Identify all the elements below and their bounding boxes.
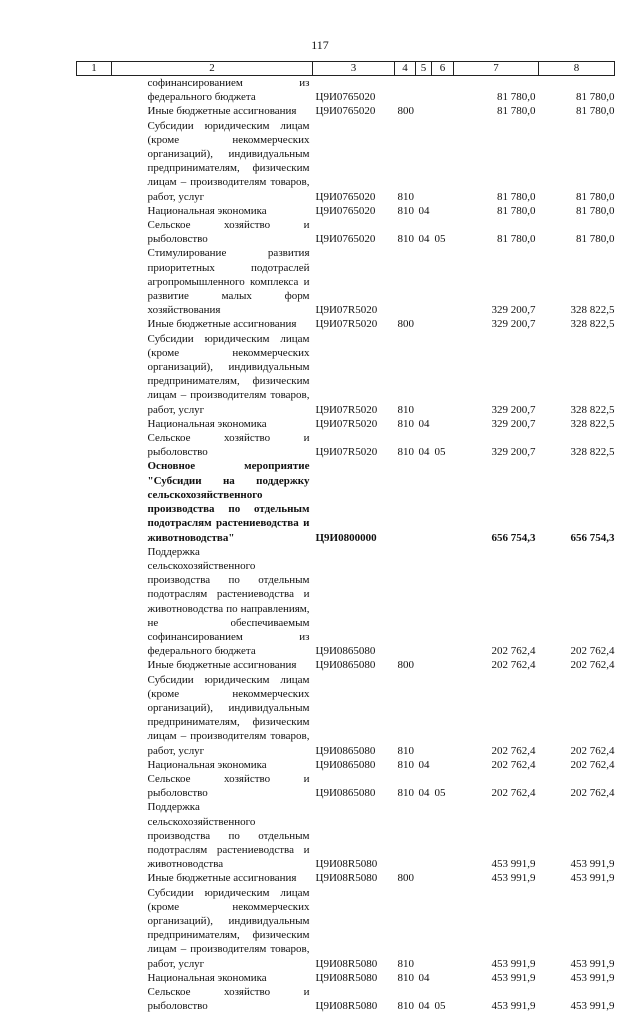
table-row <box>77 800 615 871</box>
row-section <box>416 673 432 758</box>
row-number-cell <box>77 332 112 417</box>
row-amount-col7: 329 200,7 <box>454 246 539 317</box>
row-subsection <box>432 119 454 204</box>
row-name: Иные бюджетные ассигнования <box>112 317 313 331</box>
row-amount-col7: 329 200,7 <box>454 417 539 431</box>
row-code: Ц9И0765020 <box>313 218 395 246</box>
row-expense-type: 810 <box>395 673 416 758</box>
row-name: Стимулирование развития приоритетных подотраслей агропромышленного комплекса и развитие малых форм хозяйствования <box>112 246 313 317</box>
row-amount-col7: 81 780,0 <box>454 104 539 118</box>
row-name: Поддержка сельскохозяйственного производства по отдельным подотраслям растениеводства и животноводства <box>112 800 313 871</box>
row-name: Иные бюджетные ассигнования <box>112 104 313 118</box>
row-expense-type: 800 <box>395 104 416 118</box>
row-amount-col8: 81 780,0 <box>539 76 615 105</box>
row-number-cell <box>77 886 112 971</box>
row-name: Иные бюджетные ассигнования <box>112 871 313 885</box>
row-section <box>416 658 432 672</box>
row-subsection <box>432 658 454 672</box>
table-header <box>77 62 615 76</box>
row-code: Ц9И08R5080 <box>313 971 395 985</box>
row-expense-type: 810 <box>395 204 416 218</box>
table-row <box>77 317 615 331</box>
row-amount-col8: 453 991,9 <box>539 985 615 1013</box>
column-header: 2 <box>112 62 313 76</box>
row-code: Ц9И07R5020 <box>313 317 395 331</box>
row-name: Национальная экономика <box>112 417 313 431</box>
row-expense-type: 810 <box>395 218 416 246</box>
row-name: Субсидии юридическим лицам (кроме некоммерческих организаций), индивидуальным предпринимателям, физическим лицам – производителям товаров, работ, услуг <box>112 673 313 758</box>
row-name: Сельское хозяйство и рыболовство <box>112 431 313 459</box>
row-code: Ц9И0865080 <box>313 673 395 758</box>
budget-table <box>76 61 615 1013</box>
row-name: софинансированием из федерального бюджета <box>112 76 313 105</box>
row-name: Сельское хозяйство и рыболовство <box>112 985 313 1013</box>
row-code: Ц9И0765020 <box>313 104 395 118</box>
row-number-cell <box>77 772 112 800</box>
row-amount-col8: 202 762,4 <box>539 658 615 672</box>
row-section <box>416 246 432 317</box>
column-header: 4 <box>395 62 416 76</box>
table-row <box>77 431 615 459</box>
row-number-cell <box>77 971 112 985</box>
row-section <box>416 332 432 417</box>
column-header: 1 <box>77 62 112 76</box>
row-expense-type: 810 <box>395 772 416 800</box>
row-number-cell <box>77 431 112 459</box>
row-name: Основное мероприятие "Субсидии на поддержку сельскохозяйственного производства по отдельным подотраслям растениеводства и животноводства" <box>112 459 313 544</box>
table-row <box>77 985 615 1013</box>
row-name: Субсидии юридическим лицам (кроме некоммерческих организаций), индивидуальным предпринимателям, физическим лицам – производителям товаров, работ, услуг <box>112 119 313 204</box>
row-code: Ц9И0765020 <box>313 76 395 105</box>
row-name: Национальная экономика <box>112 758 313 772</box>
table-row <box>77 417 615 431</box>
row-expense-type: 800 <box>395 658 416 672</box>
row-code: Ц9И0865080 <box>313 758 395 772</box>
row-expense-type: 810 <box>395 431 416 459</box>
row-code: Ц9И0865080 <box>313 545 395 659</box>
row-amount-col8: 202 762,4 <box>539 772 615 800</box>
row-code: Ц9И08R5080 <box>313 886 395 971</box>
row-amount-col8: 328 822,5 <box>539 246 615 317</box>
row-amount-col7: 453 991,9 <box>454 800 539 871</box>
row-section: 04 <box>416 218 432 246</box>
row-section: 04 <box>416 431 432 459</box>
row-code: Ц9И07R5020 <box>313 417 395 431</box>
row-amount-col8: 328 822,5 <box>539 417 615 431</box>
row-code: Ц9И0765020 <box>313 119 395 204</box>
row-subsection <box>432 76 454 105</box>
row-code: Ц9И0865080 <box>313 772 395 800</box>
row-section <box>416 119 432 204</box>
row-number-cell <box>77 218 112 246</box>
row-expense-type: 810 <box>395 332 416 417</box>
row-section <box>416 545 432 659</box>
row-subsection <box>432 673 454 758</box>
table-row <box>77 886 615 971</box>
page-number: 117 <box>0 38 640 53</box>
table-row <box>77 971 615 985</box>
row-amount-col7: 202 762,4 <box>454 545 539 659</box>
row-expense-type: 810 <box>395 971 416 985</box>
row-expense-type <box>395 459 416 544</box>
row-code: Ц9И0800000 <box>313 459 395 544</box>
row-amount-col7: 453 991,9 <box>454 871 539 885</box>
row-amount-col8: 453 991,9 <box>539 871 615 885</box>
row-code: Ц9И08R5080 <box>313 985 395 1013</box>
row-section: 04 <box>416 758 432 772</box>
row-subsection <box>432 871 454 885</box>
row-section <box>416 886 432 971</box>
column-header: 8 <box>539 62 615 76</box>
row-code: Ц9И08R5080 <box>313 800 395 871</box>
row-name: Субсидии юридическим лицам (кроме некоммерческих организаций), индивидуальным предпринимателям, физическим лицам – производителям товаров, работ, услуг <box>112 886 313 971</box>
row-amount-col7: 329 200,7 <box>454 332 539 417</box>
row-section: 04 <box>416 971 432 985</box>
row-amount-col7: 81 780,0 <box>454 204 539 218</box>
table-row <box>77 218 615 246</box>
row-expense-type <box>395 545 416 659</box>
row-section <box>416 317 432 331</box>
row-subsection: 05 <box>432 985 454 1013</box>
row-subsection: 05 <box>432 772 454 800</box>
table-row <box>77 772 615 800</box>
row-expense-type: 810 <box>395 985 416 1013</box>
row-code: Ц9И08R5080 <box>313 871 395 885</box>
row-amount-col7: 453 991,9 <box>454 971 539 985</box>
row-amount-col7: 202 762,4 <box>454 673 539 758</box>
row-number-cell <box>77 758 112 772</box>
row-code: Ц9И07R5020 <box>313 246 395 317</box>
row-amount-col8: 81 780,0 <box>539 104 615 118</box>
row-expense-type: 800 <box>395 871 416 885</box>
row-name: Сельское хозяйство и рыболовство <box>112 218 313 246</box>
row-name: Субсидии юридическим лицам (кроме некоммерческих организаций), индивидуальным предпринимателям, физическим лицам – производителям товаров, работ, услуг <box>112 332 313 417</box>
table-row <box>77 204 615 218</box>
row-subsection <box>432 104 454 118</box>
table-body <box>77 76 615 1013</box>
row-section <box>416 871 432 885</box>
row-amount-col7: 81 780,0 <box>454 76 539 105</box>
row-amount-col7: 81 780,0 <box>454 119 539 204</box>
table-row <box>77 673 615 758</box>
row-amount-col8: 656 754,3 <box>539 459 615 544</box>
row-number-cell <box>77 119 112 204</box>
row-subsection <box>432 332 454 417</box>
row-subsection <box>432 886 454 971</box>
row-expense-type <box>395 800 416 871</box>
table-row <box>77 246 615 317</box>
row-subsection: 05 <box>432 431 454 459</box>
row-name: Национальная экономика <box>112 204 313 218</box>
row-number-cell <box>77 417 112 431</box>
row-section <box>416 76 432 105</box>
table-row <box>77 758 615 772</box>
row-subsection <box>432 317 454 331</box>
row-amount-col8: 202 762,4 <box>539 758 615 772</box>
row-name: Национальная экономика <box>112 971 313 985</box>
table-row <box>77 76 615 105</box>
row-amount-col8: 328 822,5 <box>539 317 615 331</box>
row-subsection <box>432 545 454 659</box>
row-number-cell <box>77 800 112 871</box>
table-row <box>77 332 615 417</box>
row-amount-col8: 202 762,4 <box>539 673 615 758</box>
row-subsection <box>432 459 454 544</box>
column-header: 7 <box>454 62 539 76</box>
row-amount-col8: 453 991,9 <box>539 800 615 871</box>
column-header: 6 <box>432 62 454 76</box>
row-code: Ц9И0765020 <box>313 204 395 218</box>
table-row <box>77 104 615 118</box>
row-section: 04 <box>416 985 432 1013</box>
row-subsection <box>432 800 454 871</box>
row-number-cell <box>77 871 112 885</box>
row-expense-type: 810 <box>395 119 416 204</box>
row-subsection <box>432 417 454 431</box>
row-amount-col7: 202 762,4 <box>454 658 539 672</box>
row-amount-col8: 328 822,5 <box>539 332 615 417</box>
row-expense-type: 800 <box>395 317 416 331</box>
row-expense-type: 810 <box>395 758 416 772</box>
row-amount-col7: 453 991,9 <box>454 886 539 971</box>
row-section <box>416 104 432 118</box>
row-name: Сельское хозяйство и рыболовство <box>112 772 313 800</box>
table-row <box>77 459 615 544</box>
row-expense-type: 810 <box>395 886 416 971</box>
row-amount-col7: 329 200,7 <box>454 431 539 459</box>
row-amount-col8: 202 762,4 <box>539 545 615 659</box>
row-subsection <box>432 758 454 772</box>
row-amount-col8: 328 822,5 <box>539 431 615 459</box>
row-subsection <box>432 204 454 218</box>
row-amount-col8: 453 991,9 <box>539 886 615 971</box>
row-code: Ц9И0865080 <box>313 658 395 672</box>
row-amount-col8: 81 780,0 <box>539 204 615 218</box>
row-section: 04 <box>416 204 432 218</box>
row-number-cell <box>77 658 112 672</box>
column-header: 3 <box>313 62 395 76</box>
table-row <box>77 119 615 204</box>
row-subsection <box>432 246 454 317</box>
table-row <box>77 871 615 885</box>
row-amount-col8: 81 780,0 <box>539 218 615 246</box>
row-amount-col8: 81 780,0 <box>539 119 615 204</box>
row-number-cell <box>77 459 112 544</box>
row-number-cell <box>77 246 112 317</box>
row-section: 04 <box>416 417 432 431</box>
row-number-cell <box>77 76 112 105</box>
column-header: 5 <box>416 62 432 76</box>
table-row <box>77 545 615 659</box>
row-number-cell <box>77 545 112 659</box>
row-number-cell <box>77 985 112 1013</box>
row-amount-col8: 453 991,9 <box>539 971 615 985</box>
row-amount-col7: 202 762,4 <box>454 758 539 772</box>
row-name: Поддержка сельскохозяйственного производства по отдельным подотраслям растениеводства и животноводства по направлениям, не обеспечиваемым софинансированием из федерального бюджета <box>112 545 313 659</box>
row-code: Ц9И07R5020 <box>313 332 395 417</box>
row-expense-type: 810 <box>395 417 416 431</box>
row-expense-type <box>395 246 416 317</box>
row-number-cell <box>77 317 112 331</box>
row-subsection: 05 <box>432 218 454 246</box>
row-number-cell <box>77 673 112 758</box>
row-section: 04 <box>416 772 432 800</box>
row-code: Ц9И07R5020 <box>313 431 395 459</box>
row-amount-col7: 81 780,0 <box>454 218 539 246</box>
row-amount-col7: 329 200,7 <box>454 317 539 331</box>
row-section <box>416 459 432 544</box>
row-amount-col7: 656 754,3 <box>454 459 539 544</box>
row-subsection <box>432 971 454 985</box>
row-number-cell <box>77 204 112 218</box>
row-expense-type <box>395 76 416 105</box>
row-number-cell <box>77 104 112 118</box>
row-name: Иные бюджетные ассигнования <box>112 658 313 672</box>
row-amount-col7: 453 991,9 <box>454 985 539 1013</box>
row-section <box>416 800 432 871</box>
row-amount-col7: 202 762,4 <box>454 772 539 800</box>
table-row <box>77 658 615 672</box>
